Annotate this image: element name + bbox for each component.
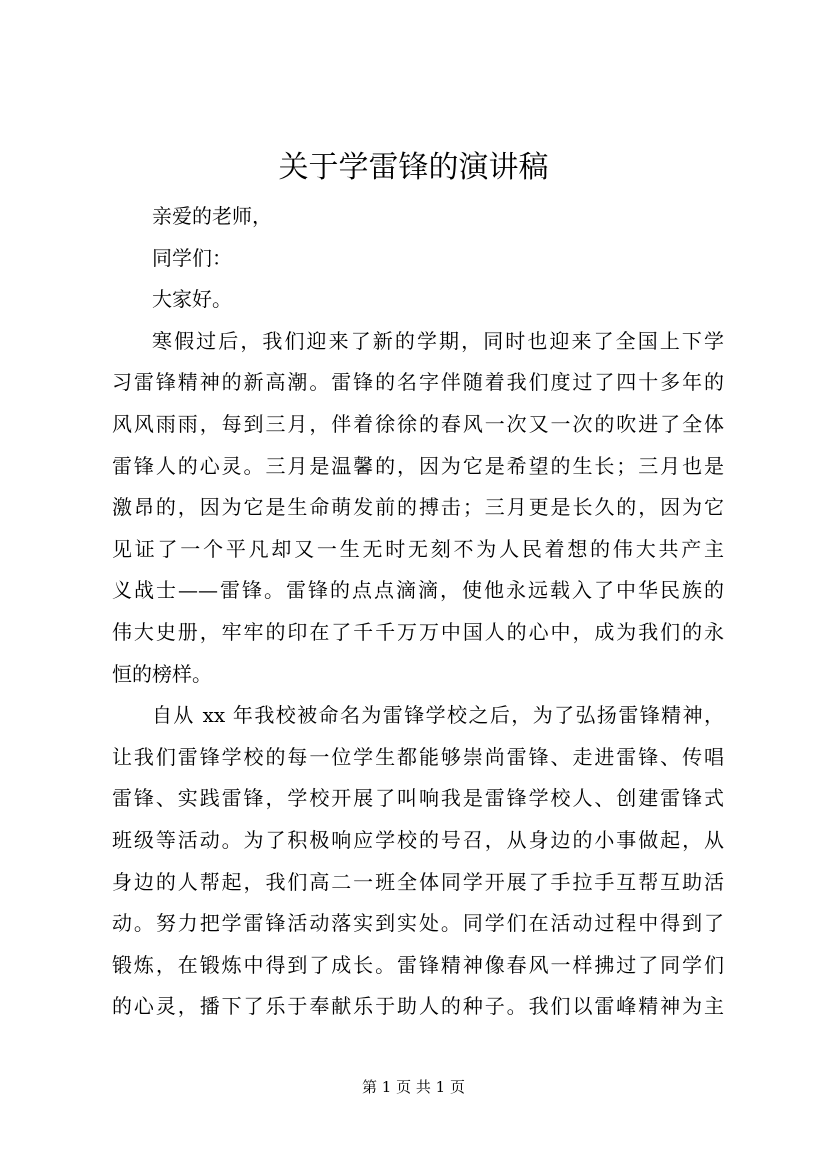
paragraph-2-line: 自从 xx 年我校被命名为雷锋学校之后，为了弘扬雷锋精神， <box>152 703 724 728</box>
greeting-line: 同学们： <box>152 245 232 270</box>
paragraph-1-line: 寒假过后，我们迎来了新的学期，同时也迎来了全国上下学 <box>152 328 724 353</box>
paragraph-1-line: 义战士——雷锋。雷锋的点点滴滴，使他永远载入了中华民族的 <box>112 578 724 603</box>
paragraph-2-line: 锻炼，在锻炼中得到了成长。雷锋精神像春风一样拂过了同学们 <box>112 952 724 977</box>
paragraph-2-line: 雷锋、实践雷锋，学校开展了叫响我是雷锋学校人、创建雷锋式 <box>112 786 724 811</box>
paragraph-2-line: 动。努力把学雷锋活动落实到实处。同学们在活动过程中得到了 <box>112 911 724 936</box>
paragraph-1-line: 恒的榜样。 <box>112 661 212 686</box>
paragraph-1-line: 伟大史册，牢牢的印在了千千万万中国人的心中，成为我们的永 <box>112 619 724 644</box>
greeting-line: 亲爱的老师， <box>152 204 272 228</box>
paragraph-1-line: 习雷锋精神的新高潮。雷锋的名字伴随着我们度过了四十多年的 <box>112 370 724 395</box>
paragraph-2-line: 身边的人帮起，我们高二一班全体同学开展了手拉手互帮互助活 <box>112 869 724 894</box>
paragraph-2-line: 让我们雷锋学校的每一位学生都能够崇尚雷锋、走进雷锋、传唱 <box>112 744 724 769</box>
paragraph-1-line: 雷锋人的心灵。三月是温馨的，因为它是希望的生长；三月也是 <box>112 453 724 478</box>
paragraph-2-line: 的心灵，播下了乐于奉献乐于助人的种子。我们以雷峰精神为主 <box>112 994 724 1019</box>
paragraph-2-line: 班级等活动。为了积极响应学校的号召，从身边的小事做起，从 <box>112 827 724 852</box>
paragraph-1-line: 风风雨雨，每到三月，伴着徐徐的春风一次又一次的吹进了全体 <box>112 411 724 436</box>
paragraph-1-line: 见证了一个平凡却又一生无时无刻不为人民着想的伟大共产主 <box>112 536 724 561</box>
paragraph-1-line: 激昂的，因为它是生命萌发前的搏击；三月更是长久的，因为它 <box>112 495 724 520</box>
greeting-line: 大家好。 <box>152 287 232 312</box>
document-body <box>112 196 724 1028</box>
page-footer: 第 1 页 共 1 页 <box>362 1078 465 1096</box>
document-title: 关于学雷锋的演讲稿 <box>278 150 549 185</box>
